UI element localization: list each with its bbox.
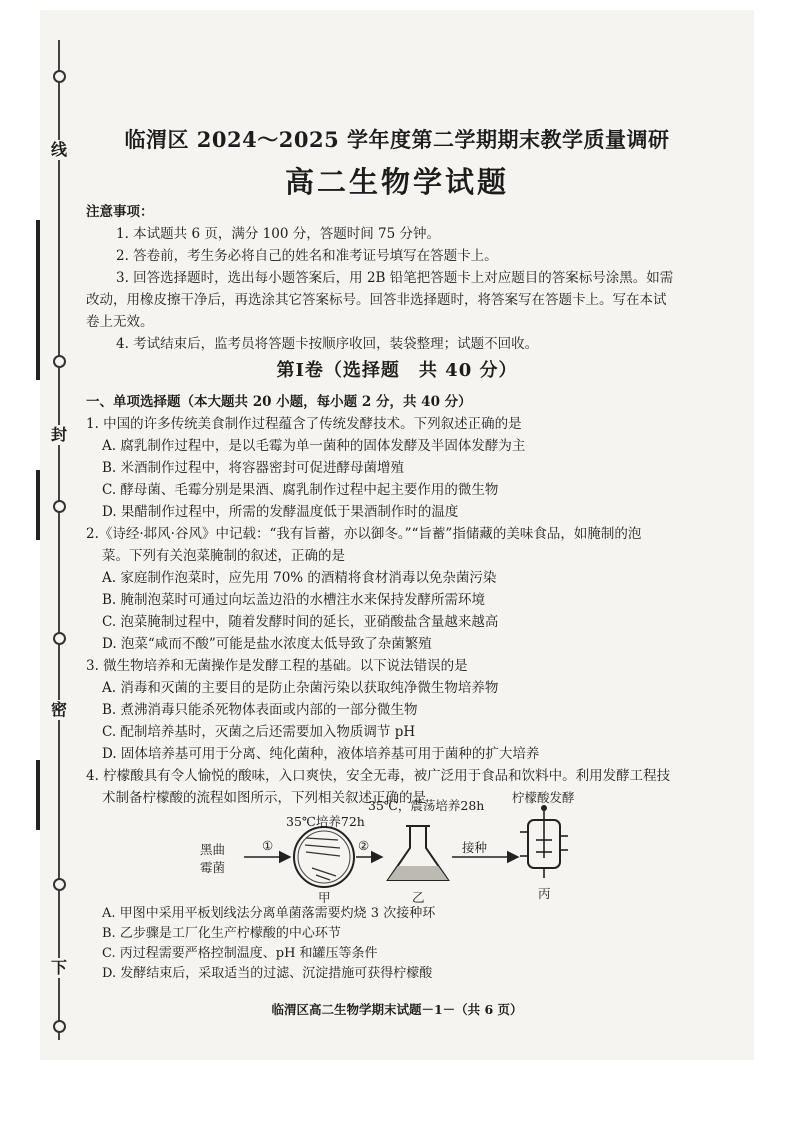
option-c: C. 丙过程需要严格控制温度、pH 和罐压等条件 <box>102 946 378 961</box>
diagram-label-yi: 乙 <box>412 890 425 905</box>
binding-char-mi: 密 <box>50 700 67 719</box>
option-a: A. 甲图中采用平板划线法分离单菌落需要灼烧 3 次接种环 <box>102 906 436 921</box>
notes-heading: 注意事项： <box>86 204 154 220</box>
question-stem: 2.《诗经·邶风·谷风》中记载：“我有旨蓄，亦以御冬。”“旨蓄”指储藏的美味食品，如腌制的泡 <box>86 526 642 542</box>
option-a: A. 家庭制作泡菜时，应先用 70% 的酒精将食材消毒以免杂菌污染 <box>102 570 497 586</box>
binding-char-xian: 线 <box>50 140 67 159</box>
option-d: D. 泡菜“咸而不酸”可能是盐水浓度太低导致了杂菌繁殖 <box>102 636 432 652</box>
diagram-label-bing: 丙 <box>538 886 551 901</box>
flask-yi <box>388 826 448 880</box>
petri-dish-jia <box>294 827 354 887</box>
note-item: 3. 回答选择题时，选出每小题答案后，用 2B 铅笔把答题卡上对应题目的答案标号涂黑。如需 <box>116 270 674 286</box>
page-footer: 临渭区高二生物学期末试题－1－（共 6 页） <box>271 1002 523 1017</box>
option-c: C. 配制培养基时，灭菌之后还需要加入物质调节 pH <box>102 724 416 740</box>
diagram-ferment-label: 柠檬酸发酵 <box>512 790 575 805</box>
exam-title: 临渭区 2024～2025 学年度第二学期期末教学质量调研 <box>124 127 670 152</box>
option-d: D. 发酵结束后，采取适当的过滤、沉淀措施可获得柠檬酸 <box>102 966 433 981</box>
question-stem: 1. 中国的许多传统美食制作过程蕴含了传统发酵技术。下列叙述正确的是 <box>86 416 522 432</box>
option-d: D. 果醋制作过程中，所需的发酵温度低于果酒制作时的温度 <box>102 504 459 520</box>
option-b: B. 煮沸消毒只能杀死物体表面或内部的一部分微生物 <box>102 702 418 718</box>
diagram-cond2: 35℃，震荡培养28h <box>368 798 485 813</box>
option-b: B. 乙步骤是工厂化生产柠檬酸的中心环节 <box>102 926 341 941</box>
diagram-arrow-label: 接种 <box>462 840 488 855</box>
diagram-cond1: 35℃培养72h <box>286 814 365 829</box>
fermenter-bing <box>520 805 568 878</box>
binding-char-feng: 封 <box>50 425 67 444</box>
option-a: A. 消毒和灭菌的主要目的是防止杂菌污染以获取纯净微生物培养物 <box>102 680 499 696</box>
section-title: 第Ⅰ卷（选择题 共 40 分） <box>276 360 518 381</box>
option-b: B. 腌制泡菜时可通过向坛盖边沿的水槽注水来保持发酵所需环境 <box>102 592 486 608</box>
option-a: A. 腐乳制作过程中，是以毛霉为单一菌种的固体发酵及半固体发酵为主 <box>102 438 526 454</box>
option-c: C. 泡菜腌制过程中，随着发酵时间的延长，亚硝酸盐含量越来越高 <box>102 614 499 630</box>
question-stem-cont: 菜。下列有关泡菜腌制的叙述，正确的是 <box>102 548 345 564</box>
note-item: 2. 答卷前，考生务必将自己的姓名和准考证号填写在答题卡上。 <box>116 248 498 264</box>
note-item: 4. 考试结束后，监考员将答题卡按顺序收回，装袋整理；试题不回收。 <box>116 336 539 352</box>
option-c: C. 酵母菌、毛霉分别是果酒、腐乳制作过程中起主要作用的微生物 <box>102 482 499 498</box>
option-d: D. 固体培养基可用于分离、纯化菌种，液体培养基可用于菌种的扩大培养 <box>102 746 540 762</box>
diagram-label-jia: 甲 <box>318 890 331 905</box>
exam-subject: 高二生物学试题 <box>284 165 509 199</box>
diagram-organism-line1: 黑曲 <box>200 842 226 857</box>
option-b: B. 米酒制作过程中，将容器密封可促进酵母菌增殖 <box>102 460 405 476</box>
question-stem: 4. 柠檬酸具有令人愉悦的酸味，入口爽快，安全无毒，被广泛用于食品和饮料中。利用发酵工程技 <box>86 768 671 784</box>
binding-char-xia: 下 <box>50 958 67 977</box>
diagram-step1: ① <box>262 838 274 853</box>
question-stem-cont: 术制备柠檬酸的流程如图所示，下列相关叙述正确的是 <box>102 790 426 806</box>
question-stem: 3. 微生物培养和无菌操作是发酵工程的基础。以下说法错误的是 <box>86 658 468 674</box>
note-item: 1. 本试题共 6 页，满分 100 分，答题时间 75 分钟。 <box>116 226 440 242</box>
diagram-organism-line2: 霉菌 <box>200 860 226 875</box>
note-item: 改动，用橡皮擦干净后，再选涂其它答案标号。回答非选择题时，将答案写在答题卡上。写在本试 <box>86 292 667 308</box>
part-heading: 一、单项选择题（本大题共 20 小题，每小题 2 分，共 40 分） <box>86 394 472 410</box>
diagram-step2: ② <box>358 838 370 853</box>
note-item: 卷上无效。 <box>86 314 154 330</box>
